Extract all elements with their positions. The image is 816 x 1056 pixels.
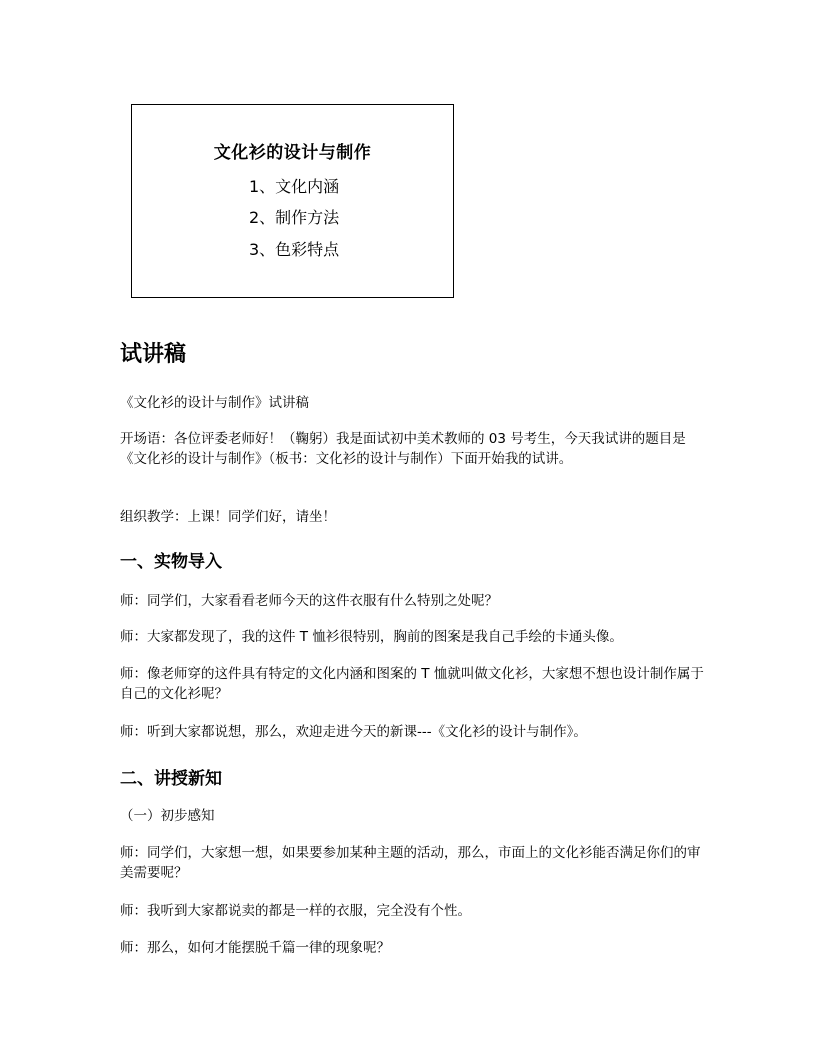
board-item-method: 2、制作方法 <box>249 208 340 227</box>
blackboard-outline-box <box>131 104 454 298</box>
section1-paragraph: 师：同学们，大家看看老师今天的这件衣服有什么特别之处呢？ <box>120 593 498 609</box>
document-title: 试讲稿 <box>120 342 187 367</box>
section2-heading: 二、讲授新知 <box>120 769 222 789</box>
section2-paragraph: 师：我听到大家都说卖的都是一样的衣服，完全没有个性。 <box>120 903 471 919</box>
section1-heading: 一、实物导入 <box>120 552 222 572</box>
section1-paragraph: 师：像老师穿的这件具有特定的文化内涵和图案的 T 恤就叫做文化衫，大家想不想也设计制作属于自己的文化衫呢？ <box>120 666 704 702</box>
section2-paragraph: 师：那么，如何才能摆脱千篇一律的现象呢？ <box>120 940 390 956</box>
organize-paragraph: 组织教学：上课！同学们好，请坐！ <box>120 509 336 525</box>
section2-paragraph: 师：同学们，大家想一想，如果要参加某种主题的活动，那么，市面上的文化衫能否满足你们的审美需要呢？ <box>120 845 701 881</box>
lecture-subtitle: 《文化衫的设计与制作》试讲稿 <box>120 395 309 411</box>
section1-paragraph: 师：听到大家都说想，那么，欢迎走进今天的新课---《文化衫的设计与制作》。 <box>120 724 587 740</box>
board-item-color: 3、色彩特点 <box>249 240 340 259</box>
section2-subheading: （一）初步感知 <box>120 808 215 824</box>
board-title: 文化衫的设计与制作 <box>213 143 372 163</box>
opening-paragraph: 开场语：各位评委老师好！（鞠躬）我是面试初中美术教师的 03 号考生，今天我试讲的题目是《文化衫的设计与制作》（板书：文化衫的设计与制作）下面开始我的试讲。 <box>120 431 686 467</box>
section1-paragraph: 师：大家都发现了，我的这件 T 恤衫很特别，胸前的图案是我自己手绘的卡通头像。 <box>120 629 623 645</box>
board-item-culture: 1、文化内涵 <box>249 177 340 196</box>
